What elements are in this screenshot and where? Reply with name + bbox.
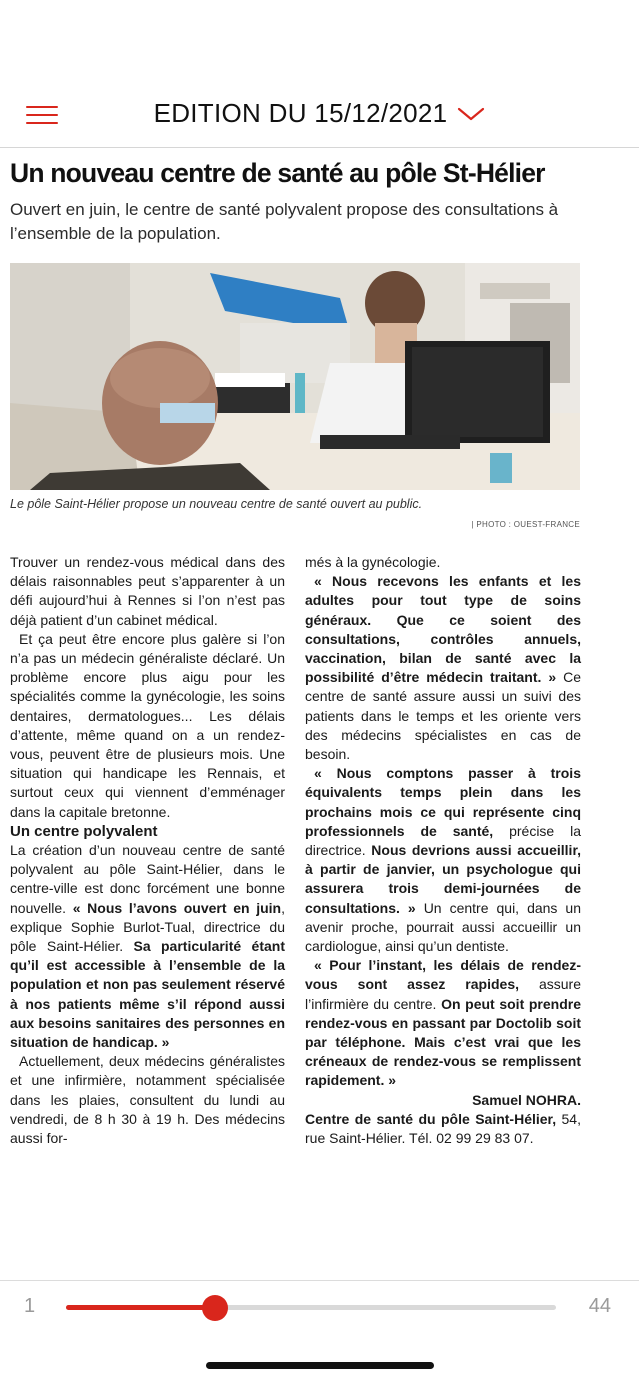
paragraph: Et ça peut être encore plus galère si l’on n’a pas un médecin généraliste déclaré. Un problème encore plus aigu pour les spécialités comme la gynécologie, les soins dentaires, dermatologues... Les délais d’attente, même quand on a un rendez-vous, peuvent être de plusieurs mois. Une situation qui handicape les Rennais, et surtout ceux qui viennent d’emménager dans la capitale bretonne. [10,630,285,820]
practical-info: Centre de santé du pôle Saint-Hélier, 54, rue Saint-Hélier. Tél. 02 99 29 83 07. [305,1110,581,1147]
photo-caption: Le pôle Saint-Hélier propose un nouveau centre de santé ouvert au public. [10,497,423,511]
last-page-number: 44 [588,1295,611,1317]
article-headline: Un nouveau centre de santé au pôle St-Hélier [10,158,545,188]
article [10,150,630,246]
paragraph: La création d’un nouveau centre de santé polyvalent au pôle Saint-Hélier, dans le centre-ville est donc forcément une bonne nouvelle. « Nous l’avons ouvert en juin, explique Sophie Burlot-Tual, directrice du pôle Saint-Hélier. Sa particularité étant qu’il est accessible à l’ensemble de la population et non pas seulement réservé à nos patients même s’il répond aussi aux besoins sanitaires des personnes en situation de handicap. » [10,842,285,1051]
paragraph: Actuellement, deux médecins généralistes et une infirmière, notamment spécialisée dans les plaies, consultent du lundi au vendredi, de 8 h 30 à 19 h. Des médecins aussi for- [10,1053,285,1147]
article-standfirst: Ouvert en juin, le centre de santé polyvalent propose des consultations à l’ensemble de la population. [10,200,559,243]
paragraph: « Nous recevons les enfants et les adultes pour tout type de soins généraux. Que ce soient des consultations, contrôles annuels, vaccination, bilan de santé avec la possibilité d’être médecin traitant. » Ce centre de santé assure aussi un suivi des patients dans le temps et les oriente vers des médecins spécialistes en cas de besoin. [305,573,582,763]
paragraph: « Nous comptons passer à trois équivalents temps plein dans les prochains mois ce qui représente cinq professionnels de santé, précise la directrice. Nous devrions aussi accueillir, à partir de janvier, un psychologue qui assurera trois demi-journées de consultations. » Un centre qui, dans un avenir proche, pourrait aussi accueillir un cardiologue, ainsi qu’un dentiste. [305,765,582,955]
article-column-right [305,553,581,1148]
edition-selector [0,98,639,129]
article-column-left [10,553,285,1148]
edition-dropdown[interactable] [154,98,486,129]
section-subhead: Un centre polyvalent [10,822,158,840]
first-page-number: 1 [24,1295,36,1317]
photo-credit: | PHOTO : OUEST-FRANCE [471,520,580,529]
chevron-down-icon [457,98,485,129]
paragraph: « Pour l’instant, les délais de rendez-vous sont assez rapides, assure l’infirmière du centre. On peut soit prendre rendez-vous en passant par Doctolib soit par téléphone. Mais c’est vrai que les créneaux de rendez-vous se remplissent rapidement. » [305,957,582,1089]
author-signature: Samuel NOHRA. [472,1091,581,1108]
page-slider-fill [66,1305,215,1310]
paragraph: Trouver un rendez-vous médical dans des délais raisonnables peut s’apparenter à un défi aujourd’hui à Rennes si l’on n’est pas déjà patient d’un cabinet médical. [10,554,285,628]
page-slider-thumb[interactable] [202,1295,228,1321]
top-bar [0,0,639,148]
edition-label: EDITION DU 15/12/2021 [153,98,448,128]
page-slider-track[interactable] [66,1305,556,1310]
page-slider-bar [0,1280,639,1330]
paragraph: més à la gynécologie. [305,554,441,570]
article-photo [10,263,580,490]
home-indicator[interactable] [206,1362,434,1369]
